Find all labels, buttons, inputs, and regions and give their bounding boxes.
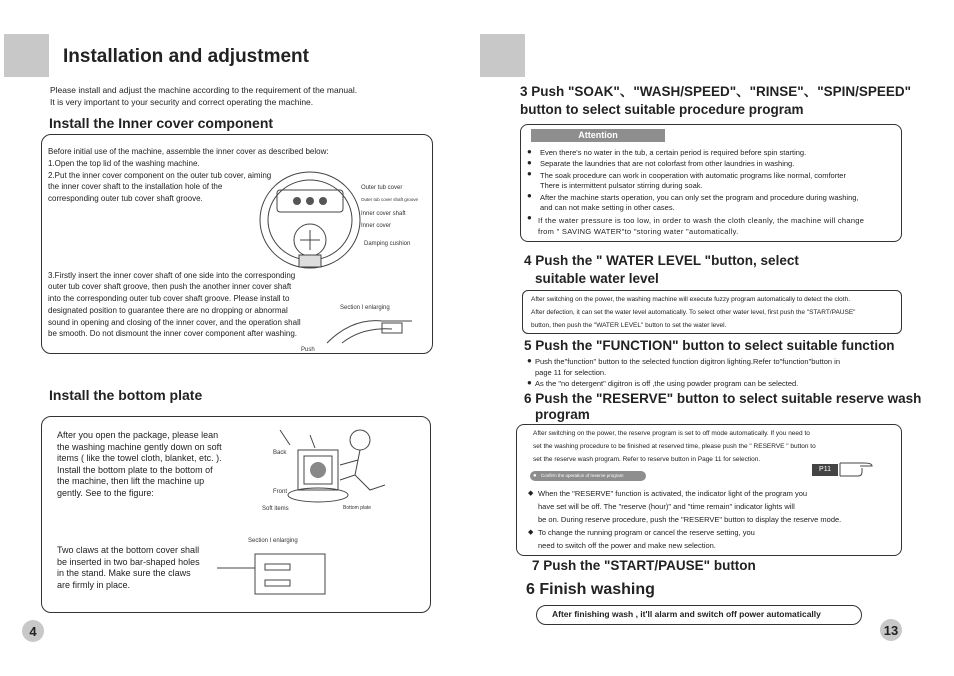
label-back: Back (273, 450, 287, 456)
p11-tag: P11 (812, 464, 838, 476)
push-label: Push (301, 347, 315, 353)
attention-bullet-3: ● (527, 169, 532, 178)
attention-label: Attention (531, 129, 665, 142)
step4-heading-line-2: suitable water level (535, 271, 659, 286)
water-level-line-3: button, then push the "WATER LEVEL" button to set the water level. (531, 322, 727, 329)
label-soft-items: Soft items (262, 506, 289, 512)
label-front: Front (273, 489, 288, 495)
reserve-line-1: After switching on the power, the reserve program is set to off mode automatically. If you need to (533, 430, 810, 437)
step3-line-3: into the corresponding outer tub cover shaft groove. Please install to (48, 294, 290, 303)
function-item-2: As the "no detergent" digitron is off ,the using powder program can be selected. (535, 379, 799, 388)
finish-note: After finishing wash , it'll alarm and switch off power automatically (552, 609, 821, 619)
attention-item-5a: If the water pressure is too low, in order to wash the cloth cleanly, the machine will change (538, 216, 865, 225)
pointing-hand-icon (838, 457, 880, 481)
water-level-line-1: After switching on the power, the washing machine will execute fuzzy program automatically to detect the cloth. (531, 296, 851, 303)
step3-heading-line-2: button to select suitable procedure program (520, 102, 804, 117)
step4-heading (524, 252, 799, 288)
inner-cover-heading: Install the Inner cover component (49, 115, 274, 131)
header-gray-block-right (480, 34, 525, 77)
section-enlarging-diagram-1 (322, 313, 417, 348)
step6-heading (524, 391, 921, 423)
claws-line-3: in the stand. Make sure the claws (57, 568, 191, 578)
step4-heading-line-1: 4 Push the " WATER LEVEL "button, select (524, 253, 799, 268)
attention-item-1: Even there's no water in the tub, a certain period is required before spin starting. (540, 148, 807, 157)
page-number-right: 13 (880, 619, 902, 641)
page-title: Installation and adjustment (63, 46, 309, 67)
attention-item-3b: There is intermittent pulsator stirring during soak. (540, 181, 703, 190)
function-item-1b: page 11 for selection. (535, 368, 607, 377)
claws-line-1: Two claws at the bottom cover shall (57, 545, 200, 555)
label-damping-cushion: Damping cushion (364, 241, 411, 247)
step5-heading: 5 Push the "FUNCTION" button to select suitable function (524, 338, 895, 353)
label-outer-tub-cover-shaft-groove: Outer tub cover shaft groove (361, 197, 419, 202)
reserve-line-3: set the reserve wash program. Refer to reserve button in Page 11 for selection. (533, 456, 761, 463)
step6-heading-line-2: program (535, 407, 590, 422)
inner-cover-line-5: corresponding outer tub cover shaft groove. (48, 194, 203, 203)
bottom-plate-diagram (270, 420, 400, 510)
bottom-plate-line-6: gently. See to the figure: (57, 487, 154, 498)
inner-cover-diagram (255, 165, 365, 275)
function-bullet-1: ● (527, 356, 532, 365)
step7-heading: 7 Push the "START/PAUSE" button (532, 558, 756, 573)
step3-line-4: designated position to guarantee there are no dropping or abnormal (48, 306, 288, 315)
intro-line-2: It is very important to your security and correct operating the machine. (50, 97, 314, 107)
bottom-plate-text (57, 430, 222, 499)
confirm-bullet-icon: ● (533, 473, 537, 479)
label-inner-cover-shaft: Inner cover shaft (361, 211, 406, 217)
bottom-plate-heading: Install the bottom plate (49, 387, 203, 403)
label-outer-tub-cover: Outer tub cover (361, 185, 403, 191)
attention-item-2: Separate the laundries that are not colorfast from other laundries in washing. (540, 159, 795, 168)
label-bottom-plate: Bottom plate (343, 505, 372, 511)
inner-cover-line-4: the inner cover shaft to the installation hole of the (48, 182, 223, 191)
inner-cover-line-3: 2.Put the inner cover component on the outer tub cover, aiming (48, 171, 272, 180)
reserve-item-2b: need to switch off the power and make new selection. (538, 541, 716, 550)
water-level-line-2: After defection, it can set the water level automatically. To select other water level, first push the "START/PAUSE" (531, 309, 856, 316)
confirm-reserve-label: Confirm the operation of reserve program (541, 473, 624, 478)
step3-line-1: 3.Firstly insert the inner cover shaft of one side into the corresponding (48, 271, 296, 280)
step6-heading-line-1: 6 Push the "RESERVE" button to select suitable reserve wash (524, 391, 922, 406)
reserve-item-2a: To change the running program or cancel the reserve setting, you (538, 528, 755, 537)
attention-item-4a: After the machine starts operation, you can only set the program and procedure during washing, (540, 193, 859, 202)
step3-line-5: sound in opening and closing of the inner cover, and the operation shall (48, 318, 301, 327)
page-number-left: 4 (22, 620, 44, 642)
bottom-plate-line-2: the washing machine gently down on soft (57, 441, 222, 452)
bottom-plate-line-1: After you open the package, please lean (57, 430, 219, 440)
attention-item-5b: from " SAVING WATER"to "storing water "automatically. (538, 227, 739, 236)
step3-line-2: outer tub cover shaft groove, then push the another inner cover shaft (48, 282, 292, 291)
step3-heading-line-1: 3 Push "SOAK"、"WASH/SPEED"、"RINSE"、"SPIN/SPEED" (520, 84, 912, 99)
reserve-bullet-1: ◆ (528, 490, 534, 497)
attention-bullet-2: ● (527, 158, 532, 167)
attention-bullet-5: ● (527, 213, 532, 222)
header-gray-block-left (4, 34, 49, 77)
reserve-item-1b: have set will be off. The "reserve (hour)" and "time remain" indicator lights will (538, 502, 795, 511)
bottom-plate-line-3: items ( like the towel cloth, blanket, etc. ). (57, 453, 222, 463)
step3-line-6: be smooth. Do not dismount the inner cover component after washing. (48, 329, 298, 338)
step3-heading (520, 83, 911, 119)
claws-line-4: are firmly in place. (57, 579, 131, 590)
reserve-item-1c: be on. During reserve procedure, push the "RESERVE" button to display the reserve mode. (538, 515, 842, 524)
function-bullet-2: ● (527, 378, 532, 387)
reserve-line-2: set the washing procedure to be finished at reserved time, please push the " RESERVE " button to (533, 443, 816, 450)
function-item-1a: Push the"function" button to the selected function digitron lighting.Refer to"function"button in (535, 357, 841, 366)
claws-text (57, 545, 200, 591)
label-inner-cover: Inner cover (361, 223, 392, 229)
inner-cover-line-2: 1.Open the top lid of the washing machine. (48, 159, 200, 168)
intro-line-1: Please install and adjust the machine according to the requirement of the manual. (50, 85, 358, 95)
attention-item-3a: The soak procedure can work in cooperation with automatic programs like normal, comforter (540, 171, 846, 180)
inner-cover-line-1: Before initial use of the machine, assemble the inner cover as described below: (48, 147, 329, 156)
reserve-item-1a: When the "RESERVE" function is activated, the indicator light of the program you (538, 489, 808, 498)
finish-heading: 6 Finish washing (526, 581, 655, 598)
section-enlarging-diagram-2 (215, 546, 335, 601)
bottom-plate-line-5: the machine, then lift the machine up (57, 476, 205, 486)
reserve-bullet-2: ◆ (528, 529, 534, 536)
attention-bullet-4: ● (527, 191, 532, 200)
bottom-plate-line-4: Install the bottom plate to the bottom of (57, 464, 213, 475)
section-enlarging-label-1: Section I enlarging (340, 305, 390, 311)
section-enlarging-label-2: Section I enlarging (248, 538, 298, 544)
claws-line-2: be inserted in two bar-shaped holes (57, 556, 200, 567)
attention-item-4b: and can not make setting in other cases. (540, 203, 675, 212)
attention-bullet-1: ● (527, 147, 532, 156)
